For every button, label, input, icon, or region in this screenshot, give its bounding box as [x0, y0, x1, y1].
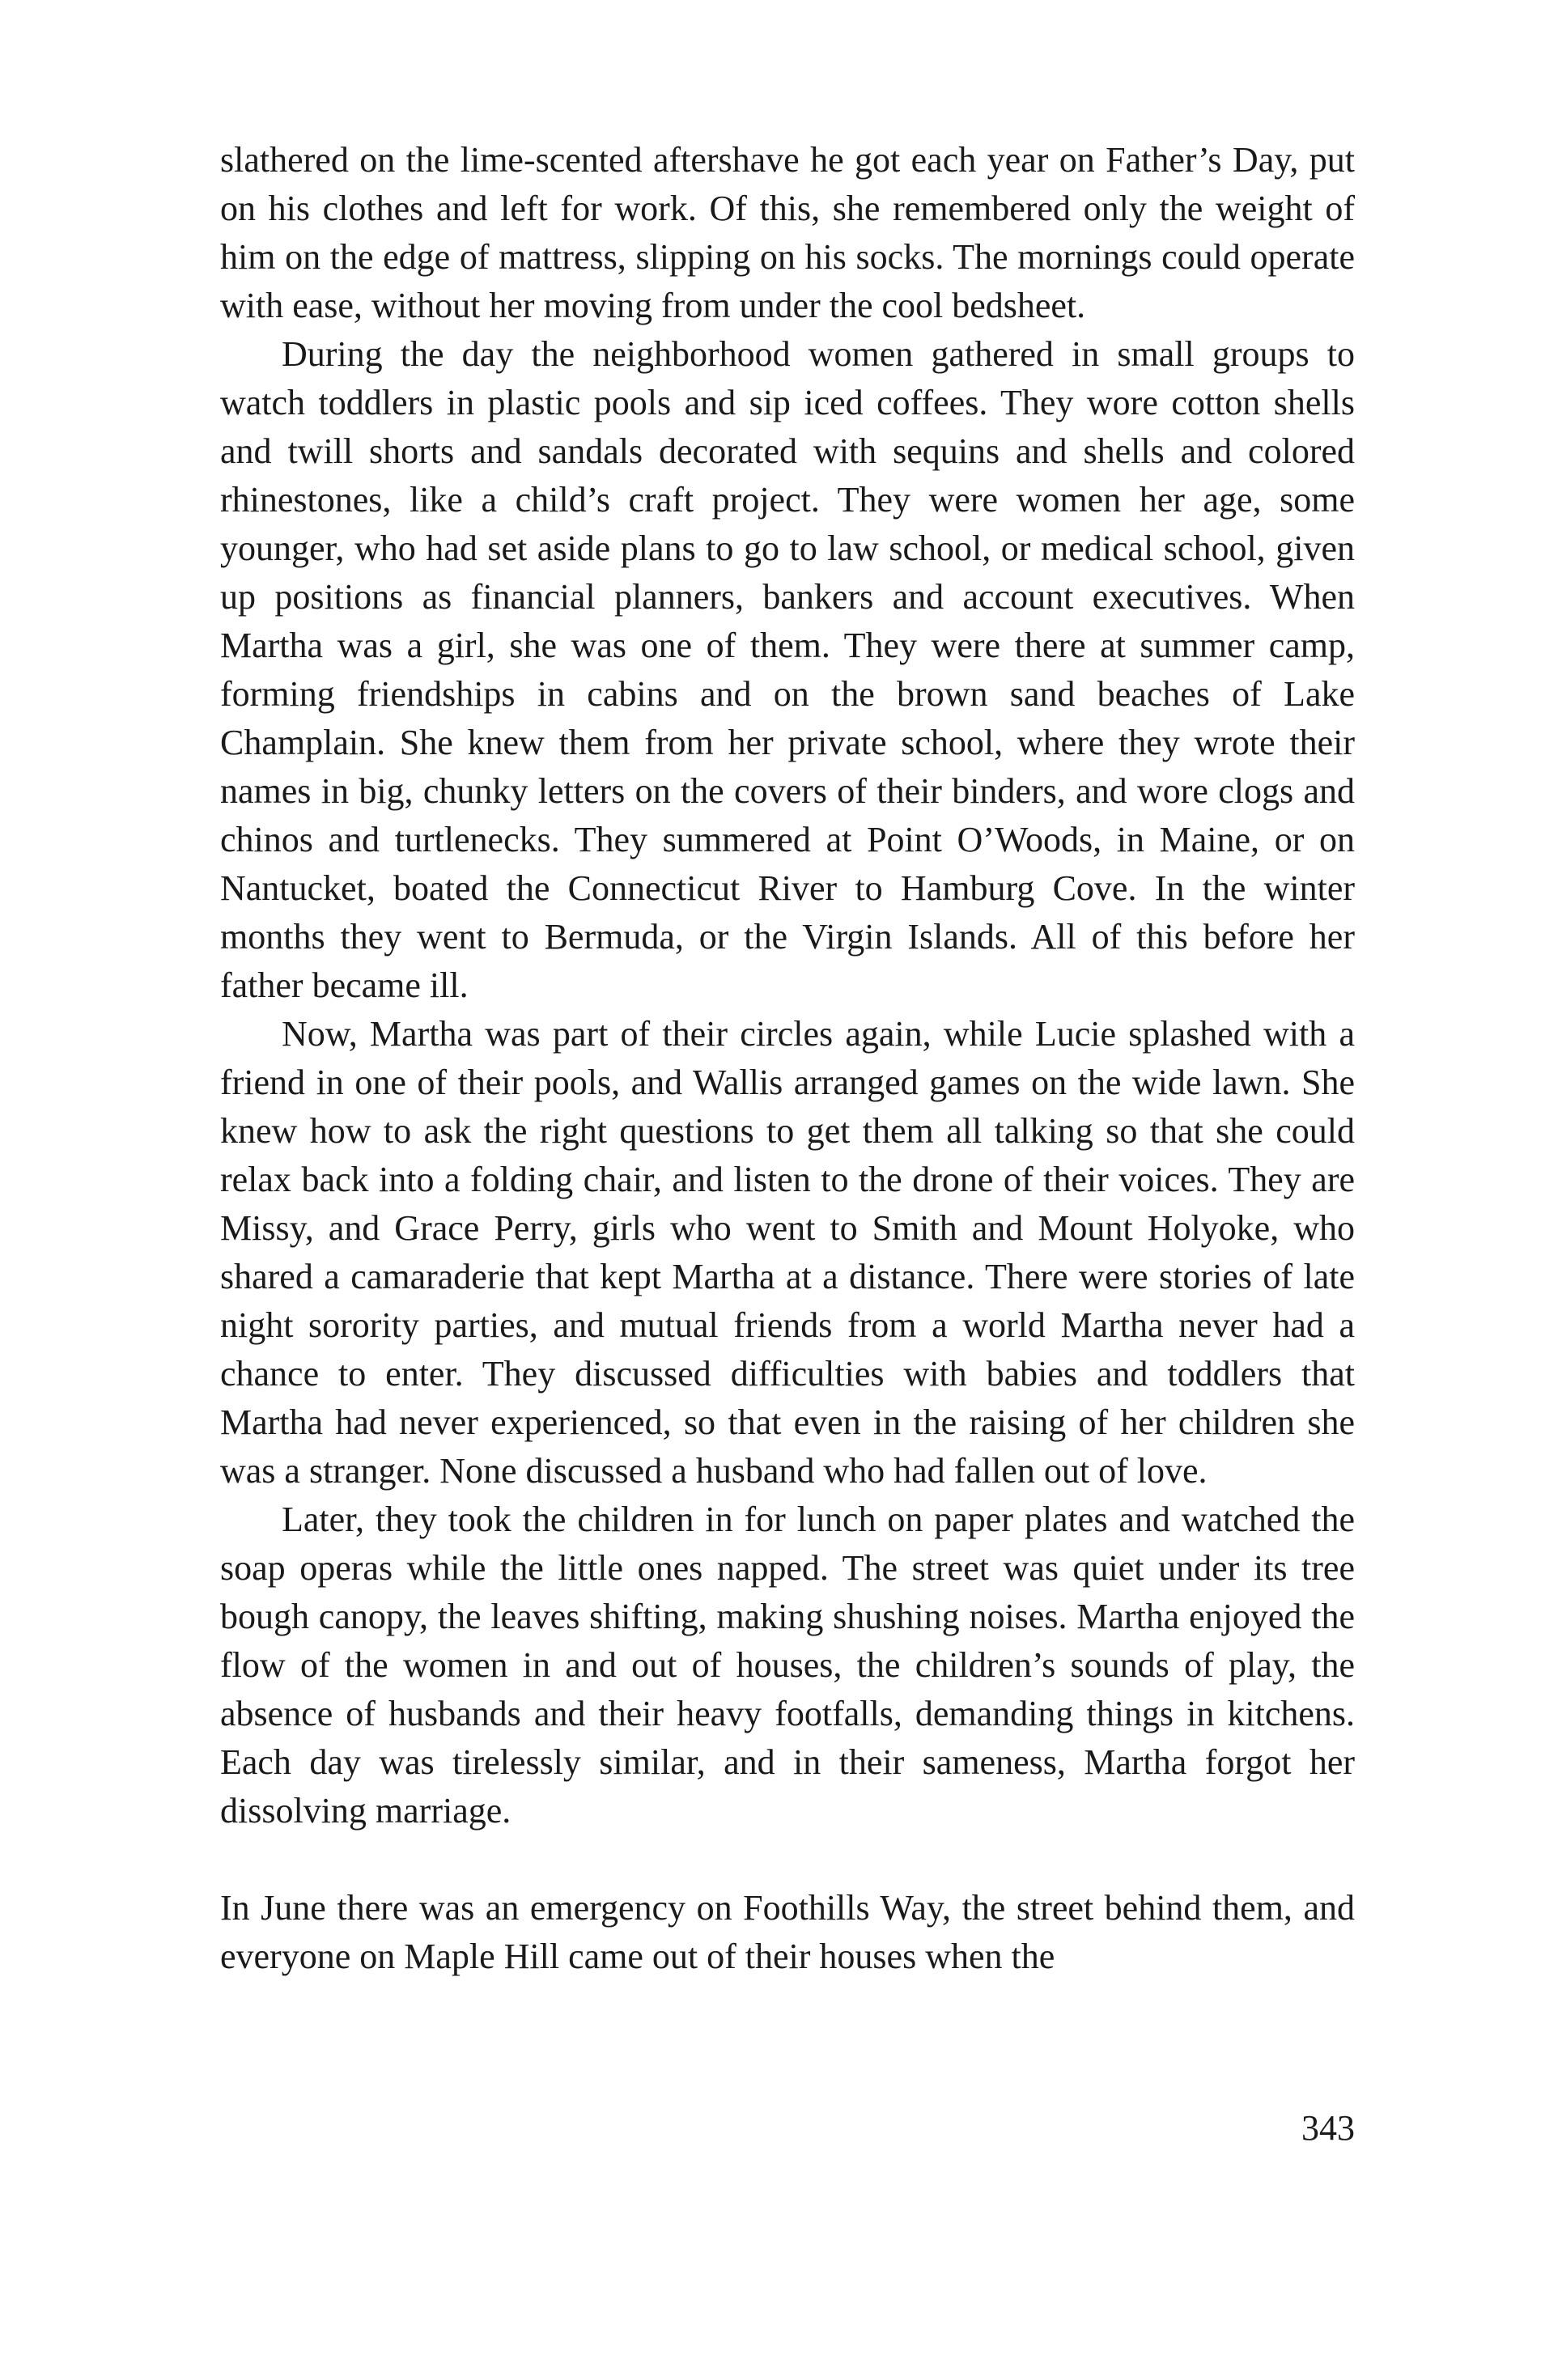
paragraph-lunch-afternoon: Later, they took the children in for lunch on paper plates and watched the soap operas while the little ones napped. The street was quiet under its tree bough canopy, the leaves shifting, making shushing noises. Martha enjoyed the flow of the women in and out of houses, the children’s sounds of play, the absence of husbands and their heavy footfalls, demanding things in kitchens. Each day was tirelessly similar, and in their sameness, Martha forgot her dissolving marriage.	[220, 1500, 1355, 1831]
page-number: 343	[1301, 2108, 1355, 2148]
page-body	[220, 136, 1355, 1981]
paragraph-june-emergency: In June there was an emergency on Foothills Way, the street behind them, and everyone on Maple Hill came out of their houses when the	[220, 1888, 1355, 1976]
paragraph-continuation: slathered on the lime-scented aftershave he got each year on Father’s Day, put on his clothes and left for work. Of this, she remembered only the weight of him on the edge of mattress, slipping on his socks. The mornings could operate with ease, without her moving from under the cool bedsheet.	[220, 140, 1355, 325]
paragraph-neighborhood-women: During the day the neighborhood women gathered in small groups to watch toddlers in plastic pools and sip iced coffees. They wore cotton shells and twill shorts and sandals decorated with sequins and shells and colored rhinestones, like a child’s craft project. They were women her age, some younger, who had set aside plans to go to law school, or medical school, given up positions as financial planners, bankers and account executives. When Martha was a girl, she was one of them. They were there at summer camp, forming friendships in cabins and on the brown sand beaches of Lake Champlain. She knew them from her private school, where they wrote their names in big, chunky letters on the covers of their binders, and wore clogs and chinos and turtlenecks. They summered at Point O’Woods, in Maine, or on Nantucket, boated the Connecticut River to Hamburg Cove. In the winter months they went to Bermuda, or the Virgin Islands. All of this before her father became ill.	[220, 334, 1355, 1005]
paragraph-martha-circles: Now, Martha was part of their circles again, while Lucie splashed with a friend in one of their pools, and Wallis arranged games on the wide lawn. She knew how to ask the right questions to get them all talking so that she could relax back into a folding chair, and listen to the drone of their voices. They are Missy, and Grace Perry, girls who went to Smith and Mount Holyoke, who shared a camaraderie that kept Martha at a distance. There were stories of late night sorority parties, and mutual friends from a world Martha never had a chance to enter. They discussed difficulties with babies and toddlers that Martha had never experienced, so that even in the raising of her children she was a stranger. None discussed a husband who had fallen out of love.	[220, 1014, 1355, 1491]
